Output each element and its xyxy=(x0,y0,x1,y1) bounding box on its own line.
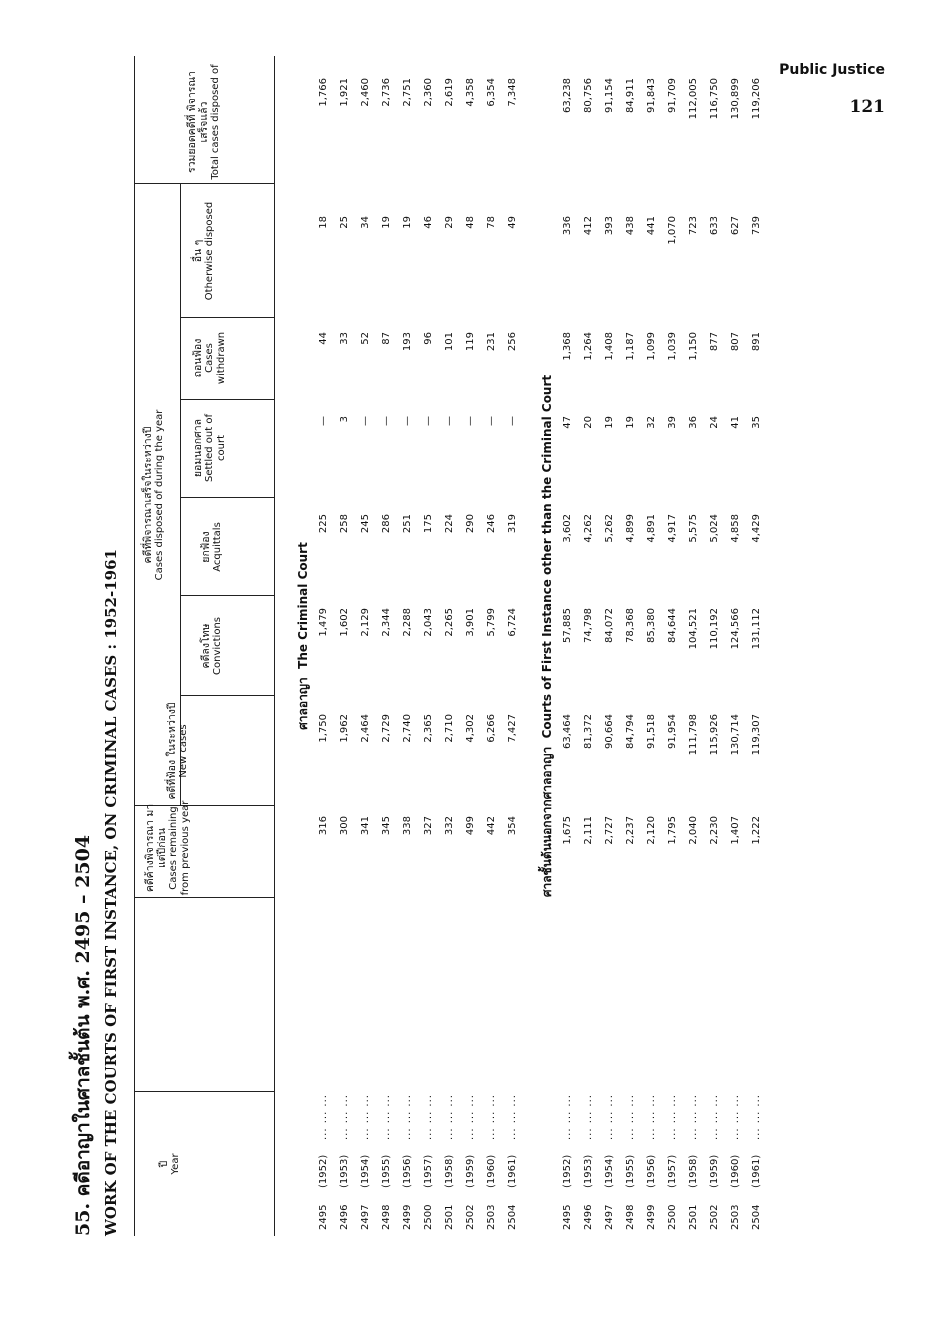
cell-ad: (1959) xyxy=(709,1154,720,1188)
cell-other: 627 xyxy=(730,216,741,236)
header-new-cases-english: New cases xyxy=(178,724,189,778)
cell-conv: 5,799 xyxy=(486,608,497,637)
col-divider-settled xyxy=(180,497,274,498)
cell-acq: 225 xyxy=(318,514,329,534)
cell-conv: 124,566 xyxy=(730,608,741,650)
cell-total: 4,358 xyxy=(465,78,476,107)
cell-other: 48 xyxy=(465,216,476,229)
table-row xyxy=(444,0,464,1236)
table-row xyxy=(562,0,582,1236)
cell-withdrawn: 877 xyxy=(709,332,720,352)
cell-new: 91,518 xyxy=(646,714,657,749)
cell-ad: (1959) xyxy=(465,1154,476,1188)
cell-acq: 4,917 xyxy=(667,514,678,543)
cell-ad: (1954) xyxy=(604,1154,615,1188)
cell-conv: 84,644 xyxy=(667,608,678,643)
cell-prev: 2,111 xyxy=(583,816,594,845)
cell-ad: (1960) xyxy=(486,1154,497,1188)
header-total-disposed-english: Total cases disposed of xyxy=(210,64,221,180)
table-row xyxy=(604,0,624,1236)
cell-conv: 1,602 xyxy=(339,608,350,637)
cell-acq: 3,602 xyxy=(562,514,573,543)
cell-be: 2501 xyxy=(688,1204,699,1230)
cell-settled: — xyxy=(402,416,413,426)
cell-prev: 332 xyxy=(444,816,455,836)
cell-withdrawn: 1,408 xyxy=(604,332,615,361)
cell-settled: 19 xyxy=(604,416,615,429)
cell-new: 1,750 xyxy=(318,714,329,743)
header-convictions-thai: คดีลงโทษ xyxy=(200,623,212,669)
cell-be: 2497 xyxy=(360,1204,371,1230)
header-convictions-english: Convictions xyxy=(212,617,223,675)
cell-conv: 2,129 xyxy=(360,608,371,637)
cell-withdrawn: 1,368 xyxy=(562,332,573,361)
header-convictions xyxy=(200,598,224,694)
section-label-other-courts xyxy=(538,36,557,1236)
header-year-english: Year xyxy=(170,1153,181,1175)
cell-ad: (1952) xyxy=(318,1154,329,1188)
col-divider-conv xyxy=(180,695,274,696)
cell-dots: ... ... ... xyxy=(751,1094,762,1140)
header-total-disposed xyxy=(186,62,222,182)
cell-ad: (1957) xyxy=(667,1154,678,1188)
cell-settled: — xyxy=(507,416,518,426)
cell-total: 116,750 xyxy=(709,78,720,120)
cell-be: 2503 xyxy=(486,1204,497,1230)
cell-other: 19 xyxy=(402,216,413,229)
cell-be: 2502 xyxy=(709,1204,720,1230)
cell-be: 2504 xyxy=(507,1204,518,1230)
table-row xyxy=(730,0,750,1236)
cell-other: 723 xyxy=(688,216,699,236)
cell-dots: ... ... ... xyxy=(604,1094,615,1140)
header-remaining-prev-english: Cases remaining from previous year xyxy=(168,800,191,896)
header-otherwise xyxy=(192,186,216,316)
cell-dots: ... ... ... xyxy=(444,1094,455,1140)
cell-acq: 5,262 xyxy=(604,514,615,543)
cell-settled: — xyxy=(318,416,329,426)
cell-other: 441 xyxy=(646,216,657,236)
cell-withdrawn: 119 xyxy=(465,332,476,352)
table-row xyxy=(360,0,380,1236)
cell-ad: (1954) xyxy=(360,1154,371,1188)
cell-settled: — xyxy=(444,416,455,426)
cell-withdrawn: 231 xyxy=(486,332,497,352)
cell-conv: 78,368 xyxy=(625,608,636,643)
cell-be: 2499 xyxy=(646,1204,657,1230)
col-divider-acq xyxy=(180,595,274,596)
header-settled-thai: ยอมนอกศาล xyxy=(192,418,204,478)
header-disposed-group-english: Cases disposed of during the year xyxy=(154,409,165,581)
cell-prev: 327 xyxy=(423,816,434,836)
cell-total: 2,619 xyxy=(444,78,455,107)
cell-be: 2503 xyxy=(730,1204,741,1230)
cell-other: 49 xyxy=(507,216,518,229)
cell-settled: 35 xyxy=(751,416,762,429)
cell-prev: 338 xyxy=(402,816,413,836)
cell-acq: 175 xyxy=(423,514,434,534)
cell-other: 18 xyxy=(318,216,329,229)
header-remaining-prev xyxy=(144,800,192,896)
cell-settled: 47 xyxy=(562,416,573,429)
cell-total: 91,154 xyxy=(604,78,615,113)
cell-settled: 3 xyxy=(339,416,350,423)
cell-total: 2,360 xyxy=(423,78,434,107)
cell-be: 2501 xyxy=(444,1204,455,1230)
table-row xyxy=(318,0,338,1236)
cell-be: 2500 xyxy=(667,1204,678,1230)
header-settled-english: Settled out of court xyxy=(204,414,227,482)
header-new-cases xyxy=(166,698,190,804)
table-title-english: WORK OF THE COURTS OF FIRST INSTANCE, ON CRIMINAL CASES : 1952-1961 xyxy=(102,549,120,1236)
cell-dots: ... ... ... xyxy=(667,1094,678,1140)
cell-be: 2500 xyxy=(423,1204,434,1230)
table-row xyxy=(381,0,401,1236)
cell-other: 336 xyxy=(562,216,573,236)
col-divider-prev xyxy=(134,897,274,898)
cell-conv: 2,344 xyxy=(381,608,392,637)
cell-settled: — xyxy=(486,416,497,426)
table-row xyxy=(402,0,422,1236)
cell-prev: 2,040 xyxy=(688,816,699,845)
cell-acq: 290 xyxy=(465,514,476,534)
cell-total: 84,911 xyxy=(625,78,636,113)
cell-dots: ... ... ... xyxy=(339,1094,350,1140)
cell-settled: 19 xyxy=(625,416,636,429)
cell-acq: 4,899 xyxy=(625,514,636,543)
cell-ad: (1956) xyxy=(402,1154,413,1188)
cell-new: 111,798 xyxy=(688,714,699,756)
cell-withdrawn: 1,039 xyxy=(667,332,678,361)
cell-prev: 316 xyxy=(318,816,329,836)
cell-dots: ... ... ... xyxy=(583,1094,594,1140)
cell-prev: 1,795 xyxy=(667,816,678,845)
cell-ad: (1956) xyxy=(646,1154,657,1188)
cell-ad: (1960) xyxy=(730,1154,741,1188)
cell-new: 115,926 xyxy=(709,714,720,756)
cell-withdrawn: 891 xyxy=(751,332,762,352)
cell-other: 19 xyxy=(381,216,392,229)
table-row xyxy=(507,0,527,1236)
cell-dots: ... ... ... xyxy=(402,1094,413,1140)
cell-settled: 20 xyxy=(583,416,594,429)
cell-acq: 5,024 xyxy=(709,514,720,543)
cell-dots: ... ... ... xyxy=(709,1094,720,1140)
header-acquittals-english: Acquittals xyxy=(212,522,223,572)
cell-settled: 39 xyxy=(667,416,678,429)
cell-other: 34 xyxy=(360,216,371,229)
header-acquittals-thai: ยกฟ้อง xyxy=(200,531,212,563)
cell-total: 112,005 xyxy=(688,78,699,120)
cell-acq: 4,429 xyxy=(751,514,762,543)
cell-withdrawn: 52 xyxy=(360,332,371,345)
cell-total: 91,709 xyxy=(667,78,678,113)
cell-ad: (1953) xyxy=(583,1154,594,1188)
cell-settled: — xyxy=(465,416,476,426)
cell-prev: 1,407 xyxy=(730,816,741,845)
section-label-criminal-court-english: The Criminal Court xyxy=(296,542,310,669)
cell-dots: ... ... ... xyxy=(688,1094,699,1140)
cell-acq: 286 xyxy=(381,514,392,534)
cell-prev: 499 xyxy=(465,816,476,836)
table-top-rule xyxy=(134,56,135,1236)
rotated-table-block xyxy=(68,0,828,1236)
cell-acq: 4,262 xyxy=(583,514,594,543)
cell-dots: ... ... ... xyxy=(423,1094,434,1140)
cell-dots: ... ... ... xyxy=(507,1094,518,1140)
cell-acq: 5,575 xyxy=(688,514,699,543)
cell-withdrawn: 256 xyxy=(507,332,518,352)
header-year xyxy=(158,1092,182,1236)
col-divider-withdrawn xyxy=(180,399,274,400)
cell-acq: 245 xyxy=(360,514,371,534)
cell-settled: 41 xyxy=(730,416,741,429)
cell-settled: — xyxy=(360,416,371,426)
cell-total: 7,348 xyxy=(507,78,518,107)
cell-new: 130,714 xyxy=(730,714,741,756)
cell-total: 1,766 xyxy=(318,78,329,107)
cell-new: 7,427 xyxy=(507,714,518,743)
cell-withdrawn: 807 xyxy=(730,332,741,352)
cell-new: 119,307 xyxy=(751,714,762,756)
table-title-thai: 55. คดีอาญาในศาลชั้นต้น พ.ศ. 2495 – 2504 xyxy=(72,834,94,1236)
cell-dots: ... ... ... xyxy=(381,1094,392,1140)
cell-prev: 341 xyxy=(360,816,371,836)
section-label-criminal-court xyxy=(294,36,313,1236)
cell-new: 2,464 xyxy=(360,714,371,743)
cell-acq: 246 xyxy=(486,514,497,534)
cell-withdrawn: 1,264 xyxy=(583,332,594,361)
cell-ad: (1953) xyxy=(339,1154,350,1188)
header-bottom-rule xyxy=(274,56,275,1236)
cell-ad: (1957) xyxy=(423,1154,434,1188)
cell-be: 2496 xyxy=(583,1204,594,1230)
cell-conv: 85,380 xyxy=(646,608,657,643)
header-new-cases-thai: คดีที่ฟ้อง ในระหว่างปี xyxy=(166,702,178,800)
page-number: 121 xyxy=(849,97,885,117)
cell-total: 6,354 xyxy=(486,78,497,107)
cell-dots: ... ... ... xyxy=(360,1094,371,1140)
cell-other: 438 xyxy=(625,216,636,236)
cell-other: 25 xyxy=(339,216,350,229)
table-row xyxy=(667,0,687,1236)
cell-prev: 1,222 xyxy=(751,816,762,845)
cell-new: 4,302 xyxy=(465,714,476,743)
cell-ad: (1958) xyxy=(444,1154,455,1188)
cell-withdrawn: 87 xyxy=(381,332,392,345)
cell-prev: 1,675 xyxy=(562,816,573,845)
cell-conv: 6,724 xyxy=(507,608,518,637)
table-row xyxy=(486,0,506,1236)
cell-conv: 2,043 xyxy=(423,608,434,637)
cell-new: 81,372 xyxy=(583,714,594,749)
cell-prev: 442 xyxy=(486,816,497,836)
cell-acq: 251 xyxy=(402,514,413,534)
cell-be: 2502 xyxy=(465,1204,476,1230)
cell-ad: (1961) xyxy=(751,1154,762,1188)
cell-new: 91,954 xyxy=(667,714,678,749)
cell-settled: — xyxy=(423,416,434,426)
cell-dots: ... ... ... xyxy=(318,1094,329,1140)
cell-total: 1,921 xyxy=(339,78,350,107)
cell-new: 2,710 xyxy=(444,714,455,743)
cell-dots: ... ... ... xyxy=(646,1094,657,1140)
cell-new: 6,266 xyxy=(486,714,497,743)
cell-total: 91,843 xyxy=(646,78,657,113)
cell-dots: ... ... ... xyxy=(562,1094,573,1140)
cell-total: 63,238 xyxy=(562,78,573,113)
cell-be: 2498 xyxy=(381,1204,392,1230)
table-row xyxy=(465,0,485,1236)
cell-withdrawn: 96 xyxy=(423,332,434,345)
cell-new: 2,729 xyxy=(381,714,392,743)
col-divider-other xyxy=(180,317,274,318)
cell-withdrawn: 1,150 xyxy=(688,332,699,361)
cell-ad: (1955) xyxy=(381,1154,392,1188)
cell-withdrawn: 44 xyxy=(318,332,329,345)
table-row xyxy=(423,0,443,1236)
cell-new: 63,464 xyxy=(562,714,573,749)
cell-conv: 1,479 xyxy=(318,608,329,637)
cell-conv: 131,112 xyxy=(751,608,762,650)
table-row xyxy=(751,0,771,1236)
cell-conv: 84,072 xyxy=(604,608,615,643)
section-label-other-courts-thai: ศาลชั้นต้นนอกจากศาลอาญา xyxy=(540,746,554,898)
cell-acq: 4,858 xyxy=(730,514,741,543)
header-total-disposed-thai: รวมยอดคดีที่ พิจารณาเสร็จแล้ว xyxy=(186,70,210,174)
cell-ad: (1961) xyxy=(507,1154,518,1188)
cell-new: 90,664 xyxy=(604,714,615,749)
cell-new: 2,740 xyxy=(402,714,413,743)
cell-prev: 2,237 xyxy=(625,816,636,845)
cell-be: 2499 xyxy=(402,1204,413,1230)
cell-ad: (1952) xyxy=(562,1154,573,1188)
cell-conv: 57,885 xyxy=(562,608,573,643)
cell-ad: (1958) xyxy=(688,1154,699,1188)
cell-be: 2504 xyxy=(751,1204,762,1230)
cell-conv: 110,192 xyxy=(709,608,720,650)
cell-other: 739 xyxy=(751,216,762,236)
table-row xyxy=(646,0,666,1236)
cell-dots: ... ... ... xyxy=(486,1094,497,1140)
table-row xyxy=(688,0,708,1236)
header-settled xyxy=(192,408,228,488)
cell-withdrawn: 193 xyxy=(402,332,413,352)
cell-be: 2498 xyxy=(625,1204,636,1230)
cell-total: 130,899 xyxy=(730,78,741,120)
header-withdrawn xyxy=(192,326,228,390)
cell-prev: 345 xyxy=(381,816,392,836)
cell-prev: 2,230 xyxy=(709,816,720,845)
cell-dots: ... ... ... xyxy=(730,1094,741,1140)
cell-withdrawn: 1,099 xyxy=(646,332,657,361)
cell-total: 2,460 xyxy=(360,78,371,107)
header-withdrawn-english: Cases withdrawn xyxy=(204,331,227,385)
cell-acq: 258 xyxy=(339,514,350,534)
cell-be: 2497 xyxy=(604,1204,615,1230)
cell-settled: — xyxy=(381,416,392,426)
cell-be: 2496 xyxy=(339,1204,350,1230)
cell-new: 1,962 xyxy=(339,714,350,743)
cell-settled: 36 xyxy=(688,416,699,429)
cell-settled: 24 xyxy=(709,416,720,429)
cell-new: 84,794 xyxy=(625,714,636,749)
cell-other: 46 xyxy=(423,216,434,229)
cell-withdrawn: 1,187 xyxy=(625,332,636,361)
table-row xyxy=(339,0,359,1236)
header-otherwise-english: Otherwise disposed xyxy=(204,201,215,301)
header-disposed-group xyxy=(142,184,166,806)
cell-dots: ... ... ... xyxy=(465,1094,476,1140)
cell-other: 29 xyxy=(444,216,455,229)
cell-be: 2495 xyxy=(318,1204,329,1230)
cell-conv: 74,798 xyxy=(583,608,594,643)
header-withdrawn-thai: ถอนฟ้อง xyxy=(192,338,204,378)
header-remaining-prev-thai: คดีค้างพิจารณา มาแต่ปีก่อน xyxy=(144,803,168,893)
cell-total: 2,751 xyxy=(402,78,413,107)
cell-other: 393 xyxy=(604,216,615,236)
cell-conv: 3,901 xyxy=(465,608,476,637)
cell-total: 119,206 xyxy=(751,78,762,120)
cell-withdrawn: 101 xyxy=(444,332,455,352)
cell-new: 2,365 xyxy=(423,714,434,743)
section-label-criminal-court-thai: ศาลอาญา xyxy=(296,677,310,730)
table-row xyxy=(583,0,603,1236)
cell-other: 412 xyxy=(583,216,594,236)
cell-withdrawn: 33 xyxy=(339,332,350,345)
table-row xyxy=(709,0,729,1236)
cell-prev: 2,727 xyxy=(604,816,615,845)
cell-acq: 4,891 xyxy=(646,514,657,543)
col-divider-year xyxy=(134,1091,274,1092)
running-head: Public Justice xyxy=(779,62,885,78)
section-label-other-courts-english: Courts of First Instance other than the Criminal Court xyxy=(540,374,554,739)
cell-conv: 2,288 xyxy=(402,608,413,637)
cell-total: 80,756 xyxy=(583,78,594,113)
cell-conv: 104,521 xyxy=(688,608,699,650)
cell-dots: ... ... ... xyxy=(625,1094,636,1140)
cell-prev: 354 xyxy=(507,816,518,836)
table-row xyxy=(625,0,645,1236)
cell-prev: 2,120 xyxy=(646,816,657,845)
header-otherwise-thai: อื่น ๆ xyxy=(192,239,204,263)
cell-settled: 32 xyxy=(646,416,657,429)
cell-conv: 2,265 xyxy=(444,608,455,637)
cell-other: 633 xyxy=(709,216,720,236)
header-acquittals xyxy=(200,500,224,594)
cell-other: 1,070 xyxy=(667,216,678,245)
cell-prev: 300 xyxy=(339,816,350,836)
cell-total: 2,736 xyxy=(381,78,392,107)
cell-acq: 224 xyxy=(444,514,455,534)
cell-be: 2495 xyxy=(562,1204,573,1230)
cell-other: 78 xyxy=(486,216,497,229)
header-disposed-group-thai: คดีที่พิจารณาเสร็จในระหว่างปี xyxy=(142,426,154,564)
cell-acq: 319 xyxy=(507,514,518,534)
cell-ad: (1955) xyxy=(625,1154,636,1188)
header-year-thai: ปี xyxy=(158,1160,170,1168)
